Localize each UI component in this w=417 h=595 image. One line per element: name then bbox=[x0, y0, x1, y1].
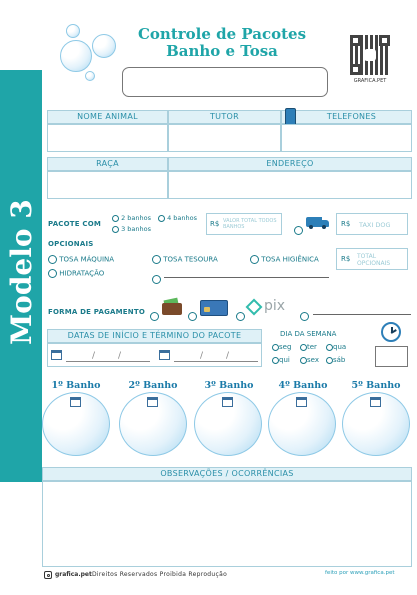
opcionais-label: OPCIONAIS bbox=[48, 240, 94, 248]
calendar-icon bbox=[159, 350, 170, 360]
opcional-tosa-maquina-label: TOSA MÁQUINA bbox=[59, 255, 115, 264]
dia-semana-label: DIA DA SEMANA bbox=[280, 330, 337, 338]
dia-sab-label: sáb bbox=[333, 356, 346, 364]
pagamento-cartao-radio[interactable] bbox=[188, 306, 197, 325]
nome-animal-header: NOME ANIMAL bbox=[47, 110, 168, 124]
total-opcionais-hint: TOTAL OPCIONAIS bbox=[357, 253, 391, 267]
observacoes-field[interactable] bbox=[42, 481, 412, 567]
taxi-dog-currency: R$ bbox=[341, 220, 351, 228]
banho-2-label: 2º Banho bbox=[128, 380, 178, 391]
wallet-icon bbox=[162, 299, 182, 315]
pagamento-dinheiro-radio[interactable] bbox=[150, 306, 159, 325]
datas-field[interactable] bbox=[47, 343, 262, 367]
van-icon bbox=[306, 217, 330, 229]
dia-ter[interactable] bbox=[300, 343, 317, 351]
title-line-2: Banho e Tosa bbox=[166, 42, 278, 60]
taxi-dog-hint: TAXI DOG bbox=[359, 221, 391, 229]
page-title bbox=[112, 26, 332, 60]
tutor-field[interactable] bbox=[168, 124, 281, 152]
opcional-hidratacao[interactable] bbox=[48, 269, 104, 278]
telefones-header: TELEFONES bbox=[281, 110, 412, 124]
pagamento-label: FORMA DE PAGAMENTO bbox=[48, 308, 145, 316]
valor-total-field[interactable] bbox=[206, 213, 282, 235]
clock-icon bbox=[381, 322, 401, 342]
dia-qui[interactable] bbox=[272, 356, 290, 364]
opcional-tosa-tesoura[interactable] bbox=[152, 255, 218, 264]
pacote-label: PACOTE COM bbox=[48, 220, 102, 228]
data-inicio-line[interactable] bbox=[66, 361, 150, 362]
bubble-decoration bbox=[85, 71, 95, 81]
datas-header: DATAS DE INÍCIO E TÉRMINO DO PACOTE bbox=[47, 329, 262, 343]
footer-credit: feito por www.grafica.pet bbox=[325, 570, 395, 576]
banho-3-label: 3º Banho bbox=[204, 380, 254, 391]
credit-card-icon bbox=[200, 300, 228, 316]
dia-qua[interactable] bbox=[326, 343, 346, 351]
dia-seg-label: seg bbox=[279, 343, 292, 351]
pacote-option-2[interactable] bbox=[112, 214, 151, 222]
data-inicio-slash-1: / bbox=[92, 351, 96, 361]
data-termino-slash-2: / bbox=[226, 351, 230, 361]
total-opcionais-currency: R$ bbox=[341, 255, 351, 263]
pagamento-pix-radio[interactable] bbox=[236, 306, 245, 325]
footer-rights: Direitos Reservados Proibida Reprodução bbox=[92, 571, 228, 578]
instagram-icon bbox=[44, 571, 52, 579]
title-input-box[interactable] bbox=[122, 67, 328, 97]
calendar-icon bbox=[370, 397, 381, 407]
opcional-outro[interactable] bbox=[152, 269, 161, 288]
pagamento-outro-line[interactable] bbox=[313, 314, 411, 315]
title-line-1: Controle de Pacotes bbox=[137, 25, 307, 43]
banho-5-label: 5º Banho bbox=[351, 380, 401, 391]
banho-4-label: 4º Banho bbox=[278, 380, 328, 391]
endereco-header: ENDEREÇO bbox=[168, 157, 412, 171]
taxi-dog-field[interactable] bbox=[336, 213, 408, 235]
banho-1-label: 1º Banho bbox=[51, 380, 101, 391]
telefones-field[interactable] bbox=[281, 124, 412, 152]
taxi-dog-checkbox[interactable] bbox=[294, 220, 303, 239]
opcional-tosa-maquina[interactable] bbox=[48, 255, 114, 264]
opcional-tosa-higienica-label: TOSA HIGIÊNICA bbox=[261, 255, 319, 264]
valor-total-currency: R$ bbox=[210, 220, 220, 228]
dia-sex-label: sex bbox=[307, 356, 319, 364]
dia-sex[interactable] bbox=[300, 356, 319, 364]
raca-header: RAÇA bbox=[47, 157, 168, 171]
bubble-decoration bbox=[66, 24, 80, 38]
dia-ter-label: ter bbox=[307, 343, 317, 351]
dia-qui-label: qui bbox=[279, 356, 290, 364]
opcional-hidratacao-label: HIDRATAÇÃO bbox=[59, 269, 105, 278]
pacote-option-3-label: 3 banhos bbox=[121, 225, 151, 233]
bubble-decoration bbox=[60, 40, 92, 72]
pix-logo-text: pix bbox=[264, 298, 286, 314]
pix-icon bbox=[246, 299, 263, 316]
endereco-field[interactable] bbox=[168, 171, 412, 199]
pacote-option-4-label: 4 banhos bbox=[167, 214, 197, 222]
pacote-option-3[interactable] bbox=[112, 225, 151, 233]
raca-field[interactable] bbox=[47, 171, 168, 199]
nome-animal-field[interactable] bbox=[47, 124, 168, 152]
pacote-option-2-label: 2 banhos bbox=[121, 214, 151, 222]
observacoes-header: OBSERVAÇÕES / OCORRÊNCIAS bbox=[42, 467, 412, 481]
opcional-tosa-tesoura-label: TOSA TESOURA bbox=[163, 255, 218, 264]
dia-sab[interactable] bbox=[326, 356, 345, 364]
calendar-icon bbox=[222, 397, 233, 407]
qr-caption: GRAFICA.PET bbox=[353, 78, 387, 84]
qr-code bbox=[350, 35, 390, 75]
calendar-icon bbox=[70, 397, 81, 407]
pacote-option-4[interactable] bbox=[158, 214, 197, 222]
dia-seg[interactable] bbox=[272, 343, 291, 351]
footer-brand: grafica.pet bbox=[55, 571, 92, 578]
pagamento-outro-radio[interactable] bbox=[300, 306, 309, 325]
opcional-outro-line[interactable] bbox=[164, 277, 329, 278]
tutor-header: TUTOR bbox=[168, 110, 281, 124]
data-termino-line[interactable] bbox=[174, 361, 258, 362]
valor-total-hint: VALOR TOTAL TODOS BANHOS bbox=[223, 218, 277, 230]
calendar-icon bbox=[296, 397, 307, 407]
data-inicio-slash-2: / bbox=[118, 351, 122, 361]
calendar-icon bbox=[51, 350, 62, 360]
total-opcionais-field[interactable] bbox=[336, 248, 408, 270]
dia-qua-label: qua bbox=[333, 343, 347, 351]
data-termino-slash-1: / bbox=[200, 351, 204, 361]
horario-field[interactable] bbox=[375, 346, 408, 367]
calendar-icon bbox=[147, 397, 158, 407]
side-label: Modelo 3 bbox=[5, 199, 38, 345]
opcional-tosa-higienica[interactable] bbox=[250, 255, 319, 264]
